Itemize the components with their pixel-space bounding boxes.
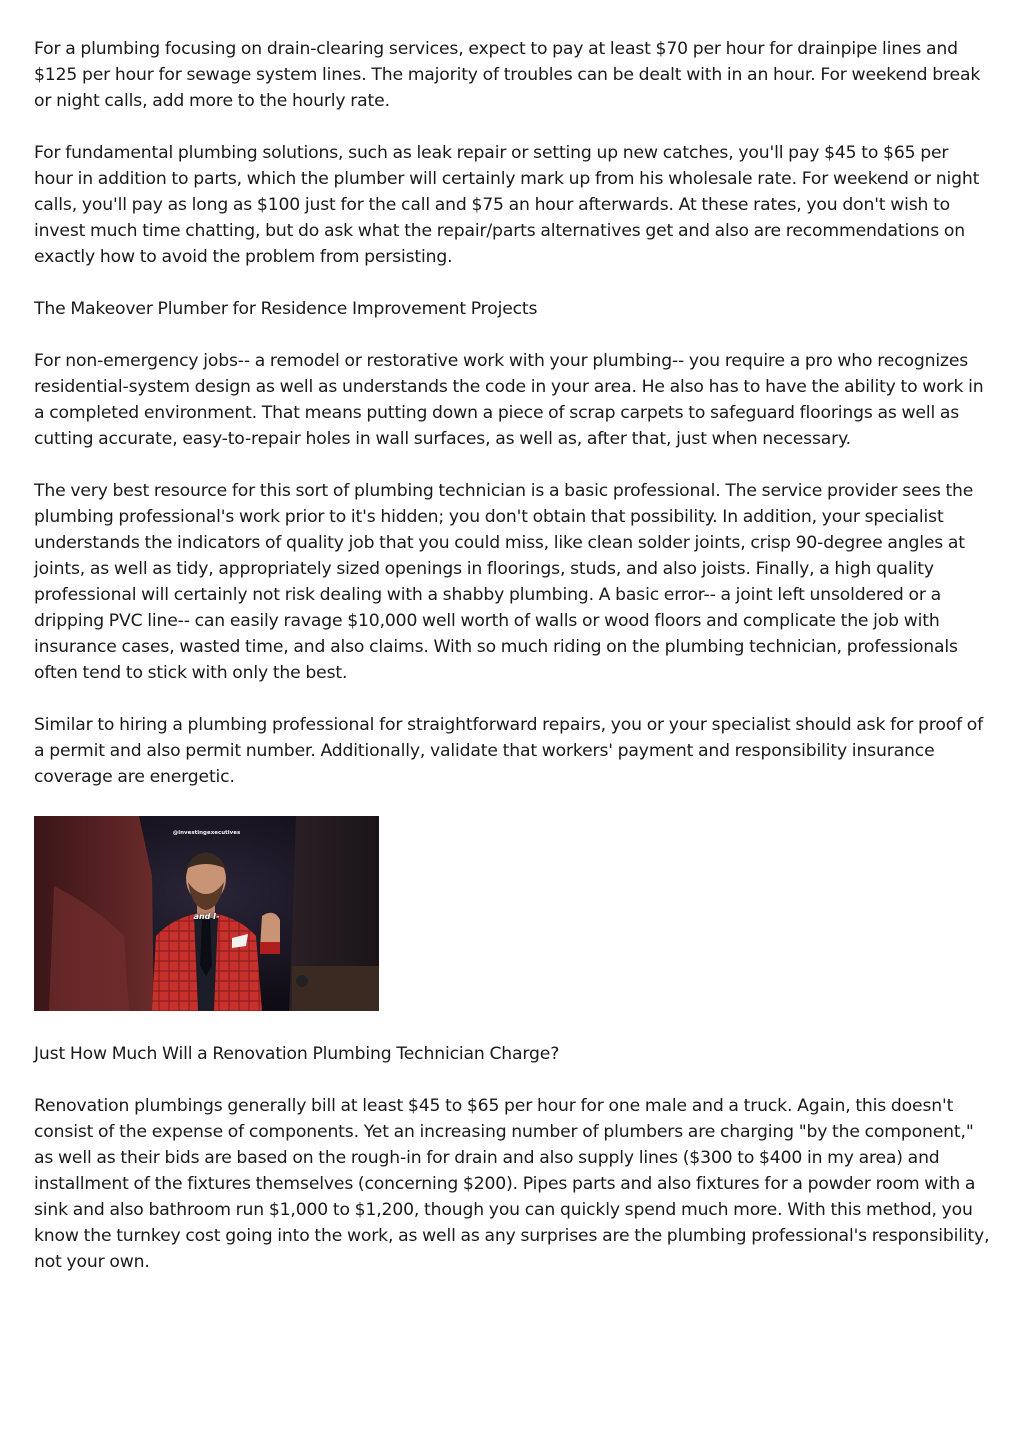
paragraph-best-resource: The very best resource for this sort of plumbing technician is a basic professional. The service provider sees the plumbing professional's work prior to it's hidden; you don't obtain that possibility. In addition, your specialist understands the indicators of quality job that you could miss, like clean solder joints, crisp 90-degree angles at joints, as well as tidy, appropriately sized openings in floorings, studs, and also joists. Finally, a high quality professional will certainly not risk dealing with a shabby plumbing. A basic error-- a joint left unsoldered or a dripping PVC line-- can easily ravage $10,000 well worth of walls or wood floors and complicate the job with insurance cases, wasted time, and also claims. With so much riding on the plumbing technician, professionals often tend to stick with only the best. (34, 481, 974, 683)
tie (200, 920, 212, 976)
article-body (34, 36, 990, 1301)
video-thumbnail-image (34, 816, 379, 1011)
paragraph-fundamental-plumbing: For fundamental plumbing solutions, such as leak repair or setting up new catches, you'll pay $45 to $65 per hour in addition to parts, which the plumber will certainly mark up from his wholesale rate. For weekend or night calls, you'll pay as long as $100 just for the call and $75 an hour afterwards. At these rates, you don't wish to invest much time chatting, but do ask what the repair/parts alternatives get and also are recommendations on exactly how to avoid the problem from persisting. (34, 143, 980, 267)
video-subtitle: and I- (193, 912, 220, 921)
watermark-text: @investingexecutives (172, 830, 241, 836)
paragraph-non-emergency-jobs: For non-emergency jobs-- a remodel or restorative work with your plumbing-- you require a pro who recognizes residential-system design as well as understands the code in your area. He also has to have the ability to work in a completed environment. That means putting down a piece of scrap carpets to safeguard floorings as well as cutting accurate, easy-to-repair holes in wall surfaces, as well as, after that, just when necessary. (34, 351, 984, 449)
couch-button (296, 975, 308, 987)
paragraph-permit-check: Similar to hiring a plumbing professional for straightforward repairs, you or your specialist should ask for proof of a permit and also permit number. Additionally, validate that workers' payment and responsibility insurance coverage are energetic. (34, 715, 984, 787)
paragraph-renovation-cost: Renovation plumbings generally bill at least $45 to $65 per hour for one male and a truck. Again, this doesn't consist of the expense of components. Yet an increasing number of plumbers are charging "by the component," as well as their bids are based on the rough-in for drain and also supply lines ($300 to $400 in my area) and installment of the fixtures themselves (concerning $200). Pipes parts and also fixtures for a powder room with a sink and also bathroom run $1,000 to $1,200, though you can quickly spend much more. With this method, you know the turnkey cost going into the work, as well as any surprises are the plumbing professional's responsibility, not your own. (34, 1096, 990, 1272)
couch (292, 966, 379, 1011)
sleeve-cuff (260, 942, 280, 954)
paragraph-drain-clearing: For a plumbing focusing on drain-clearing services, expect to pay at least $70 per hour for drainpipe lines and $125 per hour for sewage system lines. The majority of troubles can be dealt with in an hour. For weekend break or night calls, add more to the hourly rate. (34, 39, 981, 111)
section-heading-makeover-plumber: The Makeover Plumber for Residence Improvement Projects (34, 299, 538, 319)
section-heading-renovation-charge: Just How Much Will a Renovation Plumbing Technician Charge? (34, 1044, 560, 1064)
